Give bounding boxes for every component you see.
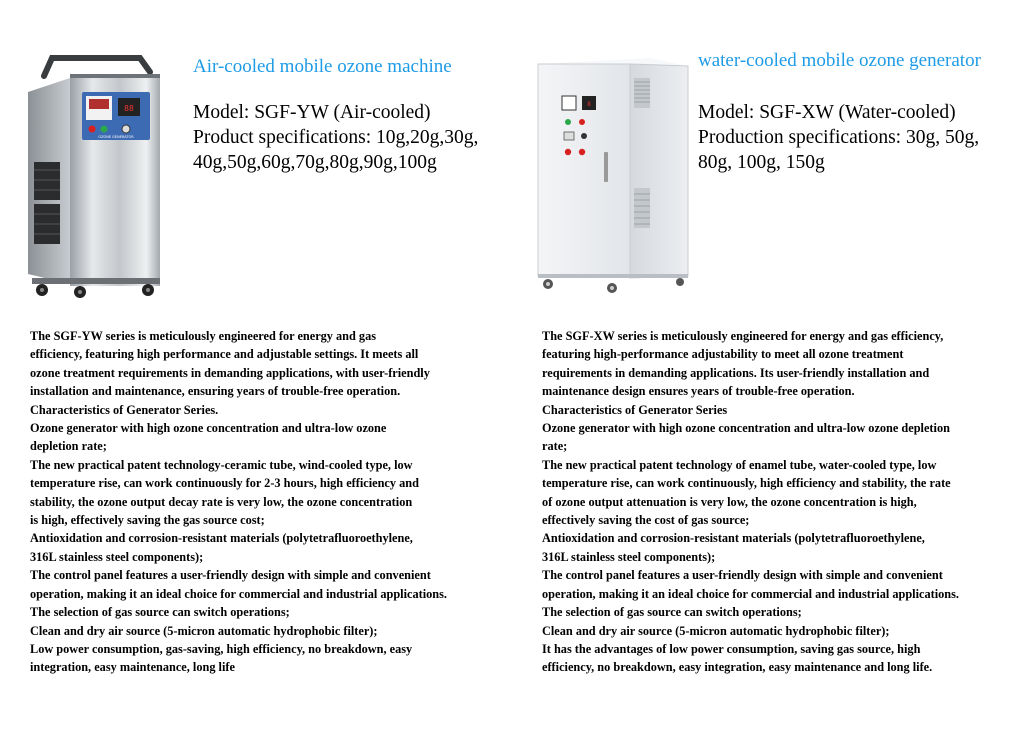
desc-line: The selection of gas source can switch operations; bbox=[30, 605, 290, 620]
desc-line: 316L stainless steel components); bbox=[30, 549, 204, 564]
desc-line: is high, effectively saving the gas source cost; bbox=[30, 513, 265, 528]
water-cooled-specs bbox=[698, 100, 1018, 175]
desc-line: Ozone generator with high ozone concentration and ultra-low ozone depletion bbox=[542, 421, 950, 436]
panel-label: OZONE GENERATOR bbox=[98, 135, 134, 139]
desc-line: requirements in demanding applications. Its user-friendly installation and bbox=[542, 365, 930, 380]
air-cooled-title: Air-cooled mobile ozone machine bbox=[193, 56, 452, 77]
desc-line: efficiency, no breakdown, easy integration, easy maintenance and long life. bbox=[542, 660, 933, 675]
desc-line: Characteristics of Generator Series bbox=[542, 402, 728, 417]
desc-line: 316L stainless steel components); bbox=[542, 549, 716, 564]
desc-line: rate; bbox=[542, 439, 568, 454]
desc-line: operation, making it an ideal choice for commercial and industrial applications. bbox=[30, 586, 447, 601]
spec-line: 40g,50g,60g,70g,80g,90g,100g bbox=[193, 152, 437, 173]
desc-line: integration, easy maintenance, long life bbox=[30, 660, 235, 675]
desc-line: Clean and dry air source (5-micron automatic hydrophobic filter); bbox=[542, 623, 890, 638]
desc-line: maintenance design ensures years of trouble-free operation. bbox=[542, 384, 855, 399]
desc-line: The control panel features a user-friendly design with simple and convenient bbox=[30, 568, 431, 583]
svg-text:8: 8 bbox=[587, 101, 591, 108]
desc-line: operation, making it an ideal choice for commercial and industrial applications. bbox=[542, 586, 959, 601]
desc-line: The SGF-YW series is meticulously engineered for energy and gas bbox=[30, 329, 377, 343]
air-cooled-ozone-machine-image bbox=[22, 52, 168, 300]
desc-line: efficiency, featuring high performance and adjustable settings. It meets all bbox=[30, 347, 419, 362]
desc-line: Antioxidation and corrosion-resistant materials (polytetrafluoroethylene, bbox=[30, 531, 413, 546]
water-cooled-title: water-cooled mobile ozone generator bbox=[698, 50, 981, 71]
desc-line: installation and maintenance, ensuring years of trouble-free operation. bbox=[30, 384, 401, 399]
spec-line: Model: SGF-XW (Water-cooled) bbox=[698, 102, 956, 123]
water-cooled-description bbox=[542, 327, 1012, 677]
desc-line: The control panel features a user-friendly design with simple and convenient bbox=[542, 568, 943, 583]
desc-line: It has the advantages of low power consumption, saving gas source, high bbox=[542, 641, 921, 656]
desc-line: Ozone generator with high ozone concentration and ultra-low ozone bbox=[30, 421, 387, 436]
desc-line: effectively saving the cost of gas source; bbox=[542, 513, 750, 528]
air-cooled-specs bbox=[193, 100, 523, 175]
desc-line: The selection of gas source can switch operations; bbox=[542, 605, 802, 620]
desc-line: featuring high-performance adjustability to meet all ozone treatment bbox=[542, 347, 904, 362]
spec-line: Model: SGF-YW (Air-cooled) bbox=[193, 102, 431, 123]
desc-line: The SGF-XW series is meticulously engineered for energy and gas efficiency, bbox=[542, 329, 944, 343]
desc-line: temperature rise, can work continuously, high efficiency and stability, the rate bbox=[542, 476, 951, 491]
desc-line: temperature rise, can work continuously for 2-3 hours, high efficiency and bbox=[30, 476, 419, 491]
desc-line: of ozone output attenuation is very low, the ozone concentration is high, bbox=[542, 494, 917, 509]
spec-line: 80g, 100g, 150g bbox=[698, 152, 825, 173]
spec-line: Production specifications: 30g, 50g, bbox=[698, 127, 980, 148]
spec-line: Product specifications: 10g,20g,30g, bbox=[193, 127, 479, 148]
desc-line: The new practical patent technology of enamel tube, water-cooled type, low bbox=[542, 457, 937, 472]
svg-text:88: 88 bbox=[124, 104, 134, 113]
water-cooled-ozone-generator-image bbox=[532, 52, 690, 294]
desc-line: stability, the ozone output decay rate is very low, the ozone concentration bbox=[30, 494, 413, 509]
desc-line: ozone treatment requirements in demanding applications, with user-friendly bbox=[30, 365, 430, 380]
desc-line: The new practical patent technology-ceramic tube, wind-cooled type, low bbox=[30, 457, 413, 472]
desc-line: Low power consumption, gas-saving, high efficiency, no breakdown, easy bbox=[30, 641, 413, 656]
desc-line: Antioxidation and corrosion-resistant materials (polytetrafluoroethylene, bbox=[542, 531, 925, 546]
air-cooled-description bbox=[30, 327, 535, 677]
desc-line: Clean and dry air source (5-micron automatic hydrophobic filter); bbox=[30, 623, 378, 638]
desc-line: Characteristics of Generator Series. bbox=[30, 402, 219, 417]
desc-line: depletion rate; bbox=[30, 439, 107, 454]
